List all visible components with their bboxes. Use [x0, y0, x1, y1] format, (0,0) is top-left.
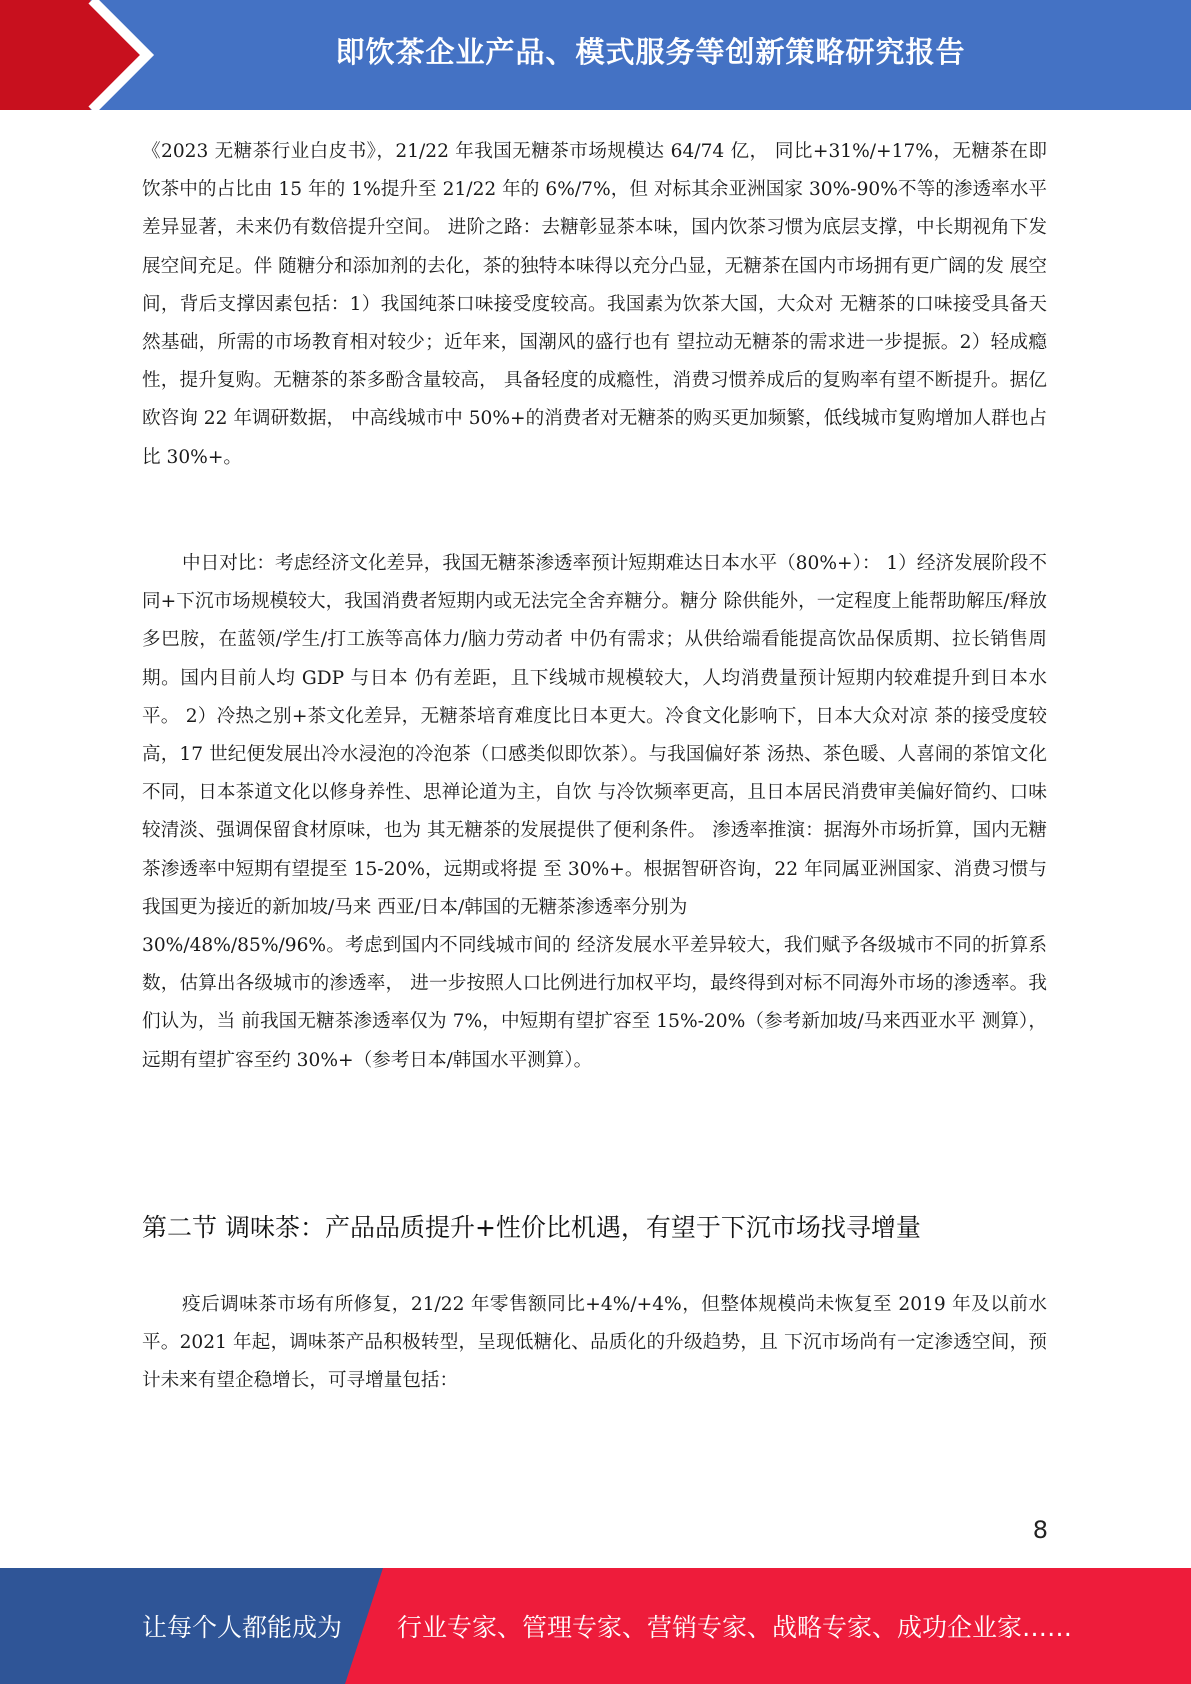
section-heading: 第二节 调味茶：产品品质提升+性价比机遇，有望于下沉市场找寻增量 [142, 1213, 921, 1242]
body-paragraph-2-block [142, 545, 1047, 1080]
page-footer [0, 1568, 1191, 1684]
body-paragraph-1: 《2023 无糖茶行业白皮书》，21/22 年我国无糖茶市场规模达 64/74 亿， 同比+31%/+17%，无糖茶在即饮茶中的占比由 15 年的 1%提升至 21/22 年的 6%/7%，但 对标其余亚洲国家 30%-90%不等的渗透率水平差异显著，未来仍有数倍提升空间。 进阶之路：去糖彰显茶本味，国内饮茶习惯为底层支撑，中长期视角下发展空间充足。伴 随糖分和添加剂的去化，茶的独特本味得以充分凸显，无糖茶在国内市场拥有更广阔的发 展空间，背后支撑因素包括：1）我国纯茶口味接受度较高。我国素为饮茶大国，大众对 无糖茶的口味接受具备天然基础，所需的市场教育相对较少；近年来，国潮风的盛行也有 望拉动无糖茶的需求进一步提振。2）轻成瘾性，提升复购。无糖茶的茶多酚含量较高， 具备轻度的成瘾性，消费习惯养成后的复购率有望不断提升。据亿欧咨询 22 年调研数据， 中高线城市中 50%+的消费者对无糖茶的购买更加频繁，低线城市复购增加人群也占比 30%+。 [142, 141, 1047, 468]
body-paragraph-3: 疫后调味茶市场有所修复，21/22 年零售额同比+4%/+4%，但整体规模尚未恢复至 2019 年及以前水平。2021 年起，调味茶产品积极转型，呈现低糖化、品质化的升级趋势，且 下沉市场尚有一定渗透空间，预计未来有望企稳增长，可寻增量包括： [142, 1294, 1047, 1392]
document-title: 即饮茶企业产品、模式服务等创新策略研究报告 [335, 34, 966, 69]
body-paragraph-2: 中日对比：考虑经济文化差异，我国无糖茶渗透率预计短期难达日本水平（80%+）： 1）经济发展阶段不同+下沉市场规模较大，我国消费者短期内或无法完全舍弃糖分。糖分 除供能外，一定程度上能帮助解压/释放多巴胺，在蓝领/学生/打工族等高体力/脑力劳动者 中仍有需求；从供给端看能提高饮品保质期、拉长销售周期。国内目前人均 GDP 与日本 仍有差距，且下线城市规模较大，人均消费量预计短期内较难提升到日本水平。 2）冷热之别+茶文化差异，无糖茶培育难度比日本更大。冷食文化影响下，日本大众对凉 茶的接受度较高，17 世纪便发展出冷水浸泡的冷泡茶（口感类似即饮茶）。与我国偏好茶 汤热、茶色暖、人喜闹的茶馆文化不同，日本茶道文化以修身养性、思禅论道为主，自饮 与冷饮频率更高，且日本居民消费审美偏好简约、口味较清淡、强调保留食材原味，也为 其无糖茶的发展提供了便利条件。 渗透率推演：据海外市场折算，国内无糖茶渗透率中短期有望提至 15-20%，远期或将提 至 30%+。根据智研咨询，22 年同属亚洲国家、消费习惯与我国更为接近的新加坡/马来 西亚/日本/韩国的无糖茶渗透率分别为 [142, 553, 1047, 918]
page-number: 8 [1032, 1516, 1048, 1544]
footer-slogan-left: 让每个人都能成为 [142, 1613, 343, 1642]
body-paragraph-2-continued: 30%/48%/85%/96%。考虑到国内不同线城市间的 经济发展水平差异较大，我们赋予各级城市不同的折算系数，估算出各级城市的渗透率， 进一步按照人口比例进行加权平均，最终得到对标不同海外市场的渗透率。我们认为，当 前我国无糖茶渗透率仅为 7%，中短期有望扩容至 15%-20%（参考新加坡/马来西亚水平 测算），远期有望扩容至约 30%+（参考日本/韩国水平测算）。 [142, 935, 1047, 1071]
page-header [0, 0, 1191, 110]
footer-slogan-right: 行业专家、管理专家、营销专家、战略专家、成功企业家…… [397, 1613, 1073, 1642]
